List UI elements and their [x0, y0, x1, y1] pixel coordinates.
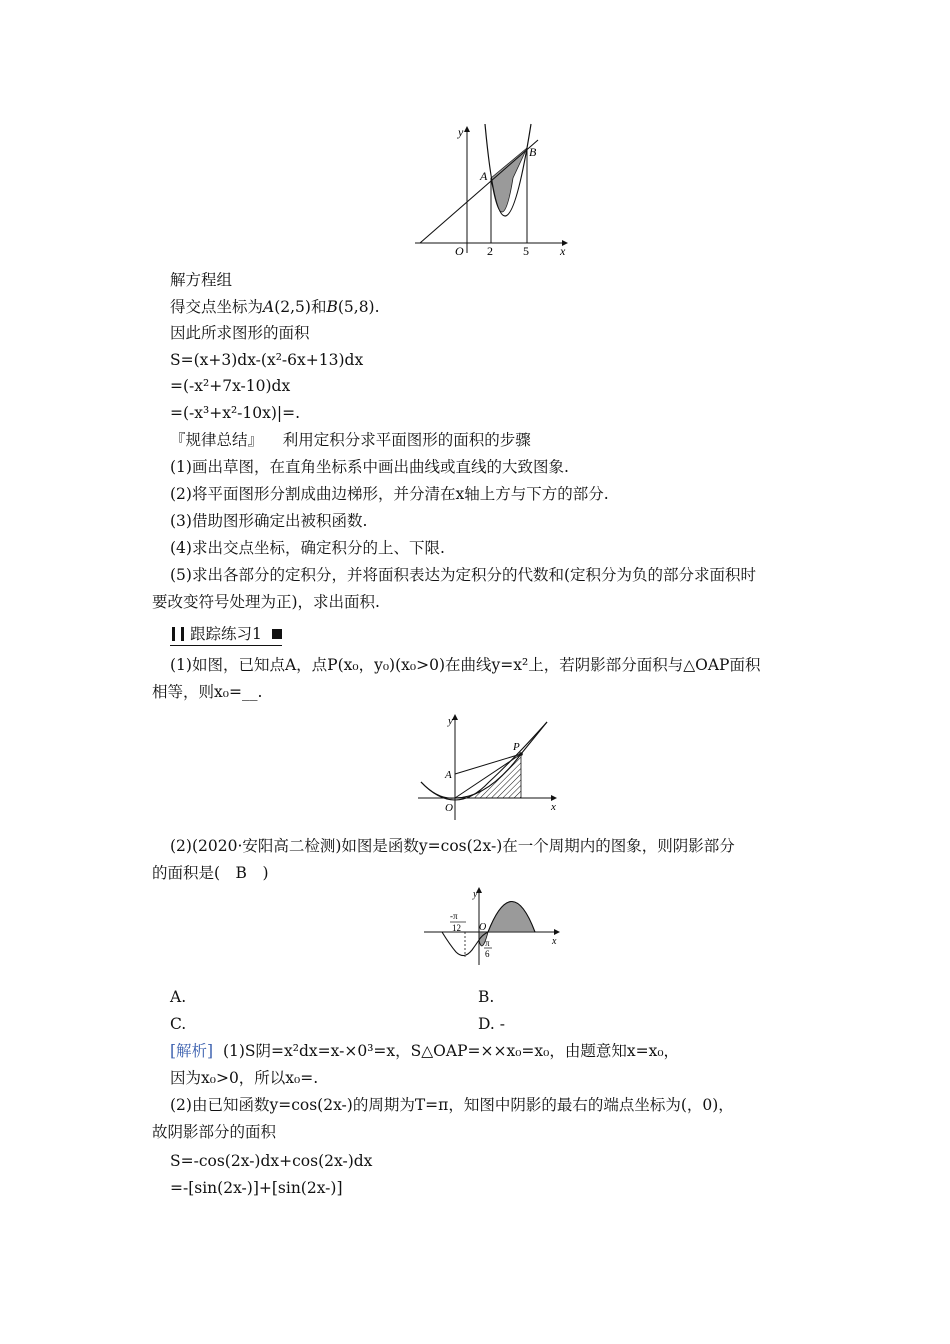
solution-line-4: 故阴影部分的面积	[152, 1123, 277, 1141]
figure-parabola-line	[410, 118, 575, 258]
x-axis-label: x	[560, 244, 566, 258]
origin-label: O	[455, 244, 464, 258]
x-axis-label: x	[551, 801, 556, 813]
question-1: (1)如图，已知点A，点P(x₀，y₀)(x₀>0)在曲线y=x²上，若阴影部分面积与△OAP面积	[170, 656, 761, 674]
question-2: (2)(2020·安阳高二检测)如图是函数y=cos(2x-)在一个周期内的图象，则阴影部分	[170, 837, 735, 855]
six-label: 6	[485, 949, 490, 959]
tick-5-label: 5	[523, 244, 529, 258]
parabola-y-x-squared	[421, 722, 547, 800]
step-3: (3)借助图形确定出被积函数.	[170, 512, 368, 530]
solution-line-3: (2)由已知函数y=cos(2x-)的周期为T=π，知图中阴影的最右的端点坐标为(，0)，	[170, 1096, 734, 1114]
line-y-x-plus-3	[420, 140, 538, 243]
twelve-label: 12	[452, 923, 461, 933]
question-1-continued: 相等，则x₀=__.	[152, 683, 263, 701]
practice-heading: 跟踪练习1	[172, 624, 282, 644]
formula-line-6: =(-x³+x²-10x)|=.	[170, 404, 301, 422]
text-line-1: 解方程组	[170, 271, 233, 289]
point-a-label: A	[445, 769, 452, 781]
neg-pi-label: -π	[450, 911, 458, 921]
origin-label: O	[479, 922, 487, 933]
solution-line-5: S=-cos(2x-)dx+cos(2x-)dx	[170, 1152, 373, 1170]
step-4: (4)求出交点坐标，确定积分的上、下限.	[170, 539, 445, 557]
option-b: B.	[478, 988, 495, 1006]
summary-heading: 『规律总结』 利用定积分求平面图形的面积的步骤	[170, 431, 531, 449]
text-line-3: 因此所求图形的面积	[170, 324, 310, 342]
solution-line-2: 因为x₀>0，所以x₀=.	[170, 1069, 319, 1087]
pi-label: π	[485, 938, 490, 948]
option-a: A.	[170, 988, 187, 1006]
option-d: D. -	[478, 1015, 505, 1033]
x-axis-label: x	[552, 936, 557, 947]
origin-label: O	[445, 802, 453, 814]
point-a-label: A	[480, 169, 488, 183]
tick-2-label: 2	[487, 244, 493, 258]
step-1: (1)画出草图，在直角坐标系中画出曲线或直线的大致图象.	[170, 458, 569, 476]
step-5-continued: 要改变符号处理为正)，求出面积.	[152, 593, 380, 611]
solution-line-1: [解析] (1)S阴=x²dx=x-×0³=x，S△OAP=××x₀=x₀，由题意知x=x₀，	[170, 1042, 680, 1060]
y-axis-label: y	[448, 715, 453, 727]
formula-line-5: =(-x²+7x-10)dx	[170, 377, 291, 395]
question-2-continued: 的面积是( B )	[152, 864, 269, 882]
formula-line-4: S=(x+3)dx-(x²-6x+13)dx	[170, 351, 364, 369]
step-2: (2)将平面图形分割成曲边梯形，并分清在x轴上方与下方的部分.	[170, 485, 609, 503]
figure-cosine-wave	[422, 885, 567, 975]
y-axis-label: y	[458, 125, 464, 139]
solution-line-6: =-[sin(2x-)]+[sin(2x-)]	[170, 1179, 343, 1197]
figure-parabola-triangle	[413, 712, 563, 827]
option-c: C.	[170, 1015, 187, 1033]
y-axis-label: y	[473, 889, 478, 900]
point-b-label: B	[529, 145, 537, 159]
text-line-2: 得交点坐标为A(2,5)和B(5,8).	[170, 298, 380, 316]
point-p-label: P	[513, 741, 520, 753]
step-5: (5)求出各部分的定积分，并将面积表达为定积分的代数和(定积分为负的部分求面积时	[170, 566, 757, 584]
